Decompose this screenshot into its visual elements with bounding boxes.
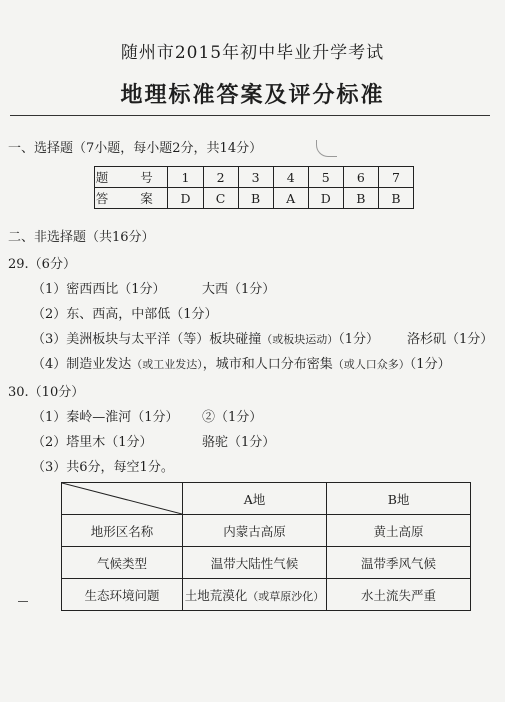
table-cell: B (238, 188, 273, 209)
table-row (95, 188, 414, 209)
section1-header (8, 137, 262, 156)
document-title: 地理标准答案及评分标准 (120, 83, 385, 108)
table-cell: 温带季风气候 (327, 547, 471, 579)
section2-heading: 二、非选择题 (8, 230, 87, 245)
q30-answer-3: （3）共6分，每空1分。 (32, 460, 174, 475)
header-divider (10, 115, 490, 116)
q30-answer-1a: （1）秦岭—淮河（1分） (32, 410, 179, 425)
answer-text: （3）美洲板块与太平洋（等）板块碰撞 (32, 332, 262, 347)
row-label-ecology: 生态环境问题 (62, 579, 183, 611)
table-cell: B (378, 188, 413, 209)
end-mark (18, 601, 28, 602)
answer-text: 土地荒漠化 (184, 587, 248, 603)
pen-mark (316, 140, 337, 157)
row-label-number: 题 号 (95, 167, 168, 188)
table-cell: 6 (343, 167, 378, 188)
table-cell: A (273, 188, 308, 209)
alt-answer-note: （或板块运动） (261, 333, 339, 346)
table-row (95, 167, 414, 188)
alt-answer-note: （或草原沙化） (247, 589, 325, 603)
q29-answer-3 (32, 328, 379, 347)
q29-answer-3b: 洛杉矶（1分） (407, 332, 494, 347)
section1-note: （7小题，每小题2分，共14分） (73, 141, 263, 156)
table-cell: 5 (308, 167, 343, 188)
row-label-answer: 答 案 (95, 188, 168, 209)
table-row (62, 515, 471, 547)
table-row (62, 483, 471, 515)
table-cell (183, 579, 327, 611)
table-cell: D (308, 188, 343, 209)
section2-note: （共16分） (86, 230, 155, 245)
q29-answer-2: （2）东、西高，中部低（1分） (32, 307, 218, 322)
table-cell: 黄土高原 (327, 515, 471, 547)
q30-answer-2b: 骆驼（1分） (202, 435, 276, 450)
q30-head: 30.（10分） (8, 385, 85, 400)
q30-answer-1b: ②（1分） (202, 410, 263, 425)
choice-answer-table (94, 166, 414, 209)
table-row (62, 547, 471, 579)
alt-answer-note: （或人口众多） (332, 358, 410, 371)
table-cell: D (168, 188, 203, 209)
table-row (62, 579, 471, 611)
q29-answer-1a: （1）密西西比（1分） (32, 282, 166, 297)
table-cell: 2 (203, 167, 238, 188)
alt-answer-note: （或工业发达） (131, 358, 203, 371)
q29-answer-1b: 大西（1分） (202, 282, 276, 297)
section1-heading: 一、选择题 (8, 141, 74, 156)
table-cell: 4 (273, 167, 308, 188)
region-comparison-table (61, 482, 471, 611)
column-header-b: B地 (327, 483, 471, 515)
table-cell: 水土流失严重 (327, 579, 471, 611)
answer-text: （4）制造业发达 (32, 357, 132, 372)
table-cell: 温带大陆性气候 (183, 547, 327, 579)
q29-answer-4 (32, 353, 451, 372)
row-label-climate: 气候类型 (62, 547, 183, 579)
table-cell: 内蒙古高原 (183, 515, 327, 547)
answer-text: ，城市和人口分布密集 (202, 357, 333, 372)
table-cell: 7 (378, 167, 413, 188)
table-cell: 1 (168, 167, 203, 188)
exam-title: 随州市2015年初中毕业升学考试 (120, 43, 385, 63)
column-header-a: A地 (183, 483, 327, 515)
score-text: （1分） (338, 332, 380, 347)
table-cell: 3 (238, 167, 273, 188)
section2-header (8, 226, 155, 245)
score-text: （1分） (409, 357, 451, 372)
row-label-landform: 地形区名称 (62, 515, 183, 547)
table-cell: C (203, 188, 238, 209)
q29-head: 29.（6分） (8, 257, 76, 272)
q30-answer-2a: （2）塔里木（1分） (32, 435, 153, 450)
diagonal-line (62, 483, 182, 514)
table-cell: B (343, 188, 378, 209)
table-corner-cell (62, 483, 183, 515)
